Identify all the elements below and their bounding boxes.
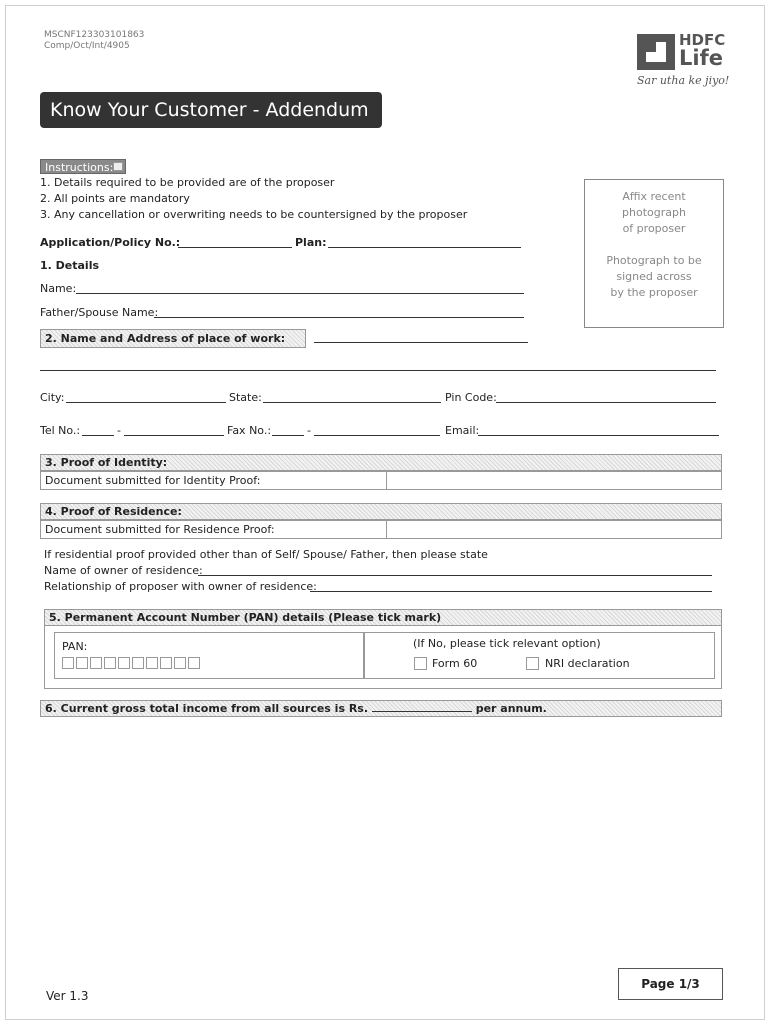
relationship-field[interactable] bbox=[310, 591, 712, 592]
work-address-field[interactable] bbox=[40, 370, 716, 371]
pan-char-7[interactable] bbox=[146, 657, 158, 669]
form-60-label: Form 60 bbox=[432, 657, 478, 670]
tel-std-field[interactable] bbox=[82, 435, 114, 436]
nri-declaration-label: NRI declaration bbox=[545, 657, 630, 670]
residence-proof-field[interactable] bbox=[386, 520, 722, 539]
pan-char-10[interactable] bbox=[188, 657, 200, 669]
tel-label: Tel No.: bbox=[40, 424, 81, 437]
residence-proof-label: Document submitted for Residence Proof: bbox=[40, 520, 387, 539]
tel-number-field[interactable] bbox=[124, 435, 224, 436]
instruction-item-1: 1. Details required to be provided are of the proposer bbox=[40, 176, 335, 189]
identity-proof-field[interactable] bbox=[386, 471, 722, 490]
pan-char-2[interactable] bbox=[76, 657, 88, 669]
state-field[interactable] bbox=[263, 402, 441, 403]
fax-label: Fax No.: bbox=[227, 424, 272, 437]
email-label: Email: bbox=[445, 424, 480, 437]
city-label: City: bbox=[40, 391, 65, 404]
instructions-badge[interactable] bbox=[40, 159, 126, 174]
pan-label: PAN: bbox=[62, 640, 88, 653]
pan-char-5[interactable] bbox=[118, 657, 130, 669]
name-label: Name: bbox=[40, 282, 77, 295]
if-no-label: (If No, please tick relevant option) bbox=[413, 637, 601, 650]
email-field[interactable] bbox=[478, 435, 719, 436]
pan-char-9[interactable] bbox=[174, 657, 186, 669]
section-4-header: 4. Proof of Residence: bbox=[40, 503, 722, 520]
app-policy-field[interactable] bbox=[178, 247, 292, 248]
details-heading: 1. Details bbox=[40, 259, 100, 272]
photo-line-6: by the proposer bbox=[610, 286, 698, 299]
relationship-label: Relationship of proposer with owner of residence: bbox=[44, 580, 317, 593]
section-2-header: 2. Name and Address of place of work: bbox=[40, 329, 306, 348]
income-label: 6. Current gross total income from all sources is Rs. bbox=[45, 702, 369, 715]
pan-char-6[interactable] bbox=[132, 657, 144, 669]
logo-brand: HDFC bbox=[679, 31, 726, 49]
version-label: Ver 1.3 bbox=[46, 989, 89, 1003]
hdfc-logo-icon bbox=[637, 34, 675, 70]
owner-name-field[interactable] bbox=[198, 575, 712, 576]
pan-char-4[interactable] bbox=[104, 657, 116, 669]
section-5-header: 5. Permanent Account Number (PAN) details (Please tick mark) bbox=[44, 609, 722, 626]
father-spouse-field[interactable] bbox=[154, 317, 524, 318]
instructions-label: Instructions: bbox=[45, 161, 114, 174]
pan-box bbox=[54, 632, 364, 679]
fax-number-field[interactable] bbox=[314, 435, 440, 436]
photo-line-4: Photograph to be bbox=[606, 254, 702, 267]
pan-char-1[interactable] bbox=[62, 657, 74, 669]
plan-field[interactable] bbox=[328, 247, 521, 248]
comp-code: Comp/Oct/Int/4905 bbox=[44, 41, 130, 51]
city-field[interactable] bbox=[66, 402, 226, 403]
app-policy-label: Application/Policy No.: bbox=[40, 236, 181, 249]
work-name-field[interactable] bbox=[314, 342, 528, 343]
logo-word: Life bbox=[679, 46, 723, 70]
residence-note: If residential proof provided other than of Self/ Spouse/ Father, then please state bbox=[44, 548, 488, 561]
pan-char-boxes bbox=[62, 657, 200, 669]
owner-name-label: Name of owner of residence: bbox=[44, 564, 203, 577]
form-code: MSCNF123303101863 bbox=[44, 30, 145, 40]
fax-dash: - bbox=[307, 424, 311, 437]
pin-code-field[interactable] bbox=[496, 402, 716, 403]
name-field[interactable] bbox=[76, 293, 524, 294]
state-label: State: bbox=[229, 391, 262, 404]
instruction-item-2: 2. All points are mandatory bbox=[40, 192, 190, 205]
pan-char-8[interactable] bbox=[160, 657, 172, 669]
pin-code-label: Pin Code: bbox=[445, 391, 497, 404]
pan-char-3[interactable] bbox=[90, 657, 102, 669]
section-3-header: 3. Proof of Identity: bbox=[40, 454, 722, 471]
photo-line-1: Affix recent bbox=[622, 190, 686, 203]
photo-line-2: photograph bbox=[622, 206, 686, 219]
photo-box[interactable] bbox=[584, 179, 724, 328]
form-60-checkbox[interactable] bbox=[414, 657, 427, 670]
page-number: Page 1/3 bbox=[618, 968, 723, 1000]
toggle-icon bbox=[113, 162, 123, 171]
per-annum-label: per annum. bbox=[475, 702, 547, 715]
page-title: Know Your Customer - Addendum bbox=[40, 92, 382, 128]
section-6-header bbox=[40, 700, 722, 717]
nri-declaration-checkbox[interactable] bbox=[526, 657, 539, 670]
identity-proof-label: Document submitted for Identity Proof: bbox=[40, 471, 387, 490]
photo-line-5: signed across bbox=[616, 270, 692, 283]
plan-label: Plan: bbox=[295, 236, 327, 249]
tagline: Sar utha ke jiyo! bbox=[637, 74, 730, 87]
photo-line-3: of proposer bbox=[622, 222, 686, 235]
tel-dash: - bbox=[117, 424, 121, 437]
fax-std-field[interactable] bbox=[272, 435, 304, 436]
instruction-item-3: 3. Any cancellation or overwriting needs to be countersigned by the proposer bbox=[40, 208, 468, 221]
income-field[interactable] bbox=[372, 701, 472, 712]
father-spouse-label: Father/Spouse Name: bbox=[40, 306, 159, 319]
